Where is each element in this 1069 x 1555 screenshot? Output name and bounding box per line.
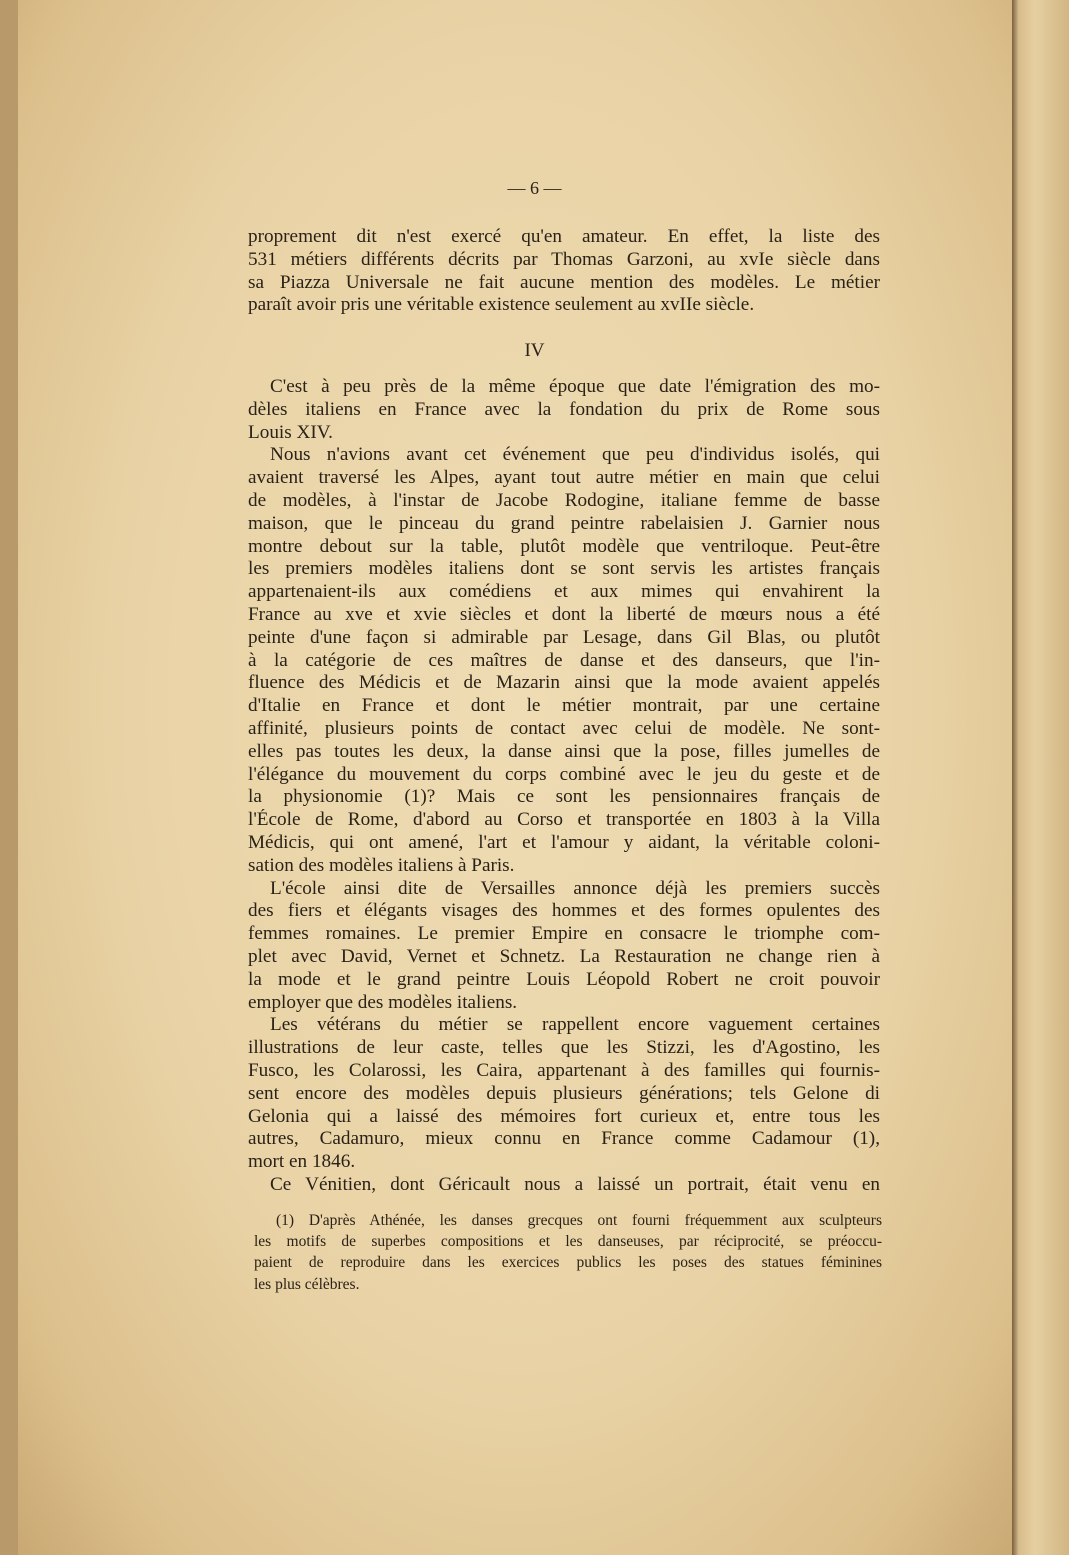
page-number: — 6 — — [507, 178, 562, 198]
text-line: avaient traversé les Alpes, ayant tout autre métier en main que celui — [248, 467, 880, 489]
text-line: peinte d'une façon si admirable par Lesage, dans Gil Blas, ou plutôt — [248, 626, 880, 648]
text-line: Gelonia qui a laissé des mémoires fort curieux et, entre tous les — [248, 1105, 880, 1127]
text-line: sation des modèles italiens à Paris. — [248, 854, 515, 876]
text-line: affinité, plusieurs points de contact avec celui de modèle. Ne sont- — [248, 717, 880, 739]
body-text — [248, 376, 880, 1197]
text-line: montre debout sur la table, plutôt modèle que ventriloque. Peut-être — [248, 535, 880, 557]
text-line: Ce Vénitien, dont Géricault nous a laissé un portrait, était venu en — [270, 1173, 880, 1195]
text-line: dèles italiens en France avec la fondation du prix de Rome sous — [248, 398, 880, 420]
text-line: sa Piazza Universale ne fait aucune mention des modèles. Le métier — [248, 271, 880, 293]
text-line: femmes romaines. Le premier Empire en consacre le triomphe com- — [248, 923, 880, 945]
footnote — [254, 1210, 882, 1295]
footnote-line: (1) D'après Athénée, les danses grecques ont fourni fréquemment aux sculpteurs — [276, 1212, 882, 1229]
text-line: la physionomie (1)? Mais ce sont les pensionnaires français de — [248, 786, 880, 808]
text-line: Louis XIV. — [248, 421, 333, 443]
text-line: d'Italie en France et dont le métier montrait, par une certaine — [248, 695, 880, 717]
text-line: maison, que le pinceau du grand peintre rabelaisien J. Garnier nous — [248, 512, 880, 534]
opening-paragraph — [248, 226, 880, 317]
text-line: Médicis, qui ont amené, l'art et l'amour y aidant, la véritable coloni- — [248, 831, 880, 853]
footnote-line: paient de reproduire dans les exercices publics les poses des statues féminines — [254, 1254, 882, 1272]
text-line: de modèles, à l'instar de Jacobe Rodogine, italiane femme de basse — [248, 489, 880, 511]
text-line: la mode et le grand peintre Louis Léopold Robert ne croit pouvoir — [248, 968, 880, 990]
text-line: elles pas toutes les deux, la danse ainsi que la pose, filles jumelles de — [248, 740, 880, 762]
text-line: à la catégorie de ces maîtres de danse et des danseurs, que l'in- — [248, 649, 880, 671]
text-line: des fiers et élégants visages des hommes et des formes opulentes des — [248, 900, 880, 922]
text-line: 531 métiers différents décrits par Thomas Garzoni, au xvIe siècle dans — [248, 248, 880, 270]
text-line: fluence des Médicis et de Mazarin ainsi que la mode avaient appelés — [248, 672, 880, 694]
text-line: appartenaient-ils aux comédiens et aux mimes qui envahirent la — [248, 581, 880, 603]
text-line: France au xve et xvie siècles et dont la liberté de mœurs nous a été — [248, 603, 880, 625]
text-line: autres, Cadamuro, mieux connu en France comme Cadamour (1), — [248, 1128, 880, 1150]
text-line: paraît avoir pris une véritable existence seulement au xvIIe siècle. — [248, 294, 755, 316]
section-heading: IV — [524, 340, 545, 361]
text-line: C'est à peu près de la même époque que date l'émigration des mo- — [270, 376, 880, 397]
text-line: plet avec David, Vernet et Schnetz. La Restauration ne change rien à — [248, 945, 880, 967]
footnote-line: les plus célèbres. — [254, 1275, 360, 1293]
text-line: l'École de Rome, d'abord au Corso et transportée en 1803 à la Villa — [248, 809, 880, 831]
text-line: sent encore des modèles depuis plusieurs générations; tels Gelone di — [248, 1082, 880, 1104]
text-line: Nous n'avions avant cet événement que peu d'individus isolés, qui — [270, 444, 880, 466]
text-line: Les vétérans du métier se rappellent encore vaguement certaines — [270, 1014, 880, 1036]
text-line: employer que des modèles italiens. — [248, 991, 518, 1013]
text-line: les premiers modèles italiens dont se sont servis les artistes français — [248, 558, 880, 580]
text-line: L'école ainsi dite de Versailles annonce déjà les premiers succès — [270, 877, 880, 899]
text-line: illustrations de leur caste, telles que les Stizzi, les d'Agostino, les — [248, 1037, 880, 1059]
text-line: l'élégance du mouvement du corps combiné avec le jeu du geste et de — [248, 763, 880, 785]
footnote-line: les motifs de superbes compositions et les danseuses, par réciprocité, se préoccu- — [254, 1233, 882, 1251]
text-line: Fusco, les Colarossi, les Caira, appartenant à des familles qui fournis- — [248, 1059, 880, 1081]
book-spine — [1012, 0, 1069, 1555]
text-line: mort en 1846. — [248, 1151, 356, 1173]
text-line: proprement dit n'est exercé qu'en amateur. En effet, la liste des — [248, 226, 880, 247]
